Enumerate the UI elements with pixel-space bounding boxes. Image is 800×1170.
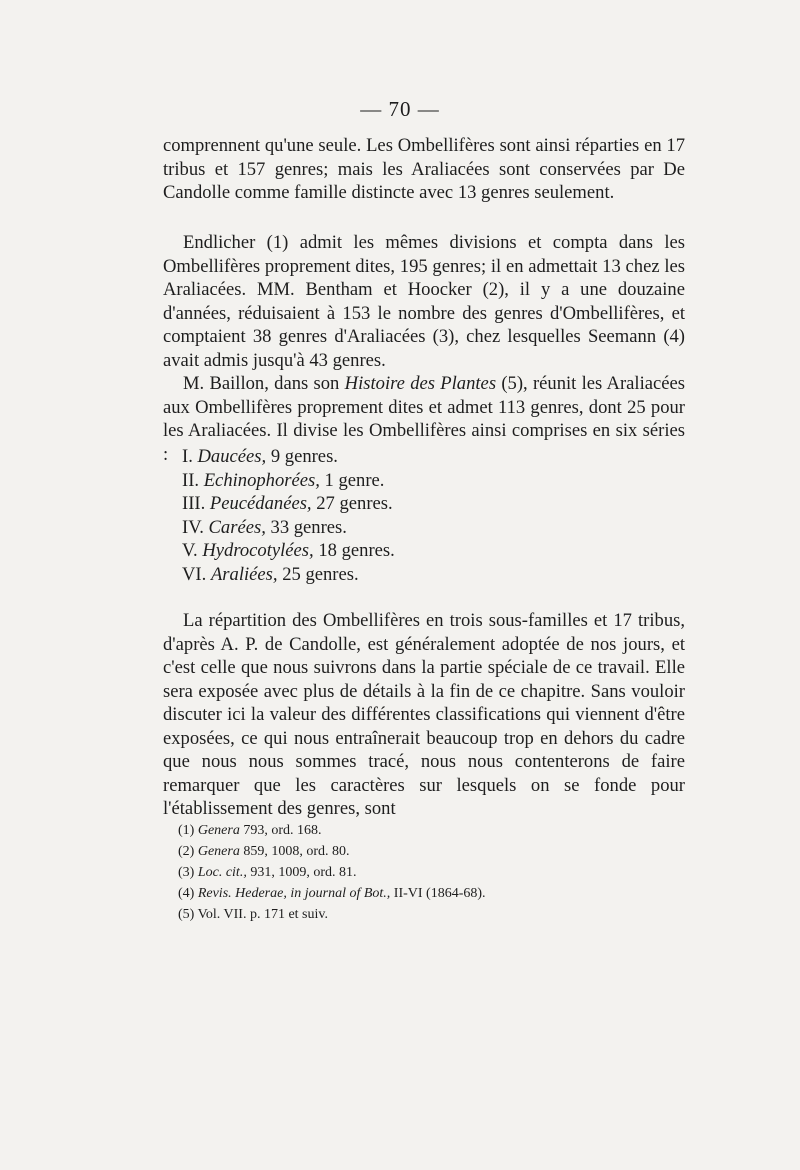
footnote xyxy=(178,820,486,841)
footnote-number: (2) xyxy=(178,844,195,859)
series-numeral: V. xyxy=(182,540,198,561)
paragraph-1-container xyxy=(163,134,685,205)
series-name: Araliées, xyxy=(210,563,278,585)
page-number: — 70 — xyxy=(360,97,440,121)
series-numeral: II. xyxy=(182,469,200,491)
series-name: Echinophorées, xyxy=(203,469,320,491)
series-numeral: IV. xyxy=(182,516,204,538)
series-count: 33 genres. xyxy=(270,516,347,538)
series-numeral: III. xyxy=(182,493,206,514)
series-item xyxy=(182,445,395,469)
footnote-number: (1) xyxy=(178,823,195,838)
footnote xyxy=(178,904,486,925)
footnote xyxy=(178,841,486,862)
footnote xyxy=(178,862,486,883)
series-numeral: VI. xyxy=(182,563,207,585)
series-item xyxy=(182,563,395,587)
paragraph-4: La répartition des Ombellifères en trois sous-familles et 17 tribus, d'après A. P. de Candolle, est généralement adoptée de nos jours, et c'est celle que nous suivrons dans la partie spéciale de ce travail. Elle sera exposée avec plus de détails à la fin de ce chapitre. Sans vouloir discuter ici la valeur des différentes classifications qui viennent d'être exposées, ce qui nous entraînerait beaucoup trop en dehors du cadre que nous nous sommes tracé, nous nous contenterons de faire remarquer que les caractères sur lesquels on se fonde pour l'établissement des genres, sont xyxy=(163,610,685,819)
footnote-title: Loc. cit., xyxy=(197,865,247,880)
footnote-number: (5) xyxy=(178,907,195,922)
series-name: Peucédanées, xyxy=(209,493,312,514)
footnote xyxy=(178,883,486,904)
series-count: 25 genres. xyxy=(282,563,359,585)
footnote-title: Genera xyxy=(197,823,240,838)
paragraph-2: Endlicher (1) admit les mêmes divisions et compta dans les Ombellifères proprement dites, 195 genres; il en admettait 13 chez les Araliacées. MM. Bentham et Hoocker (2), il y a une douzaine d'années, réduisaient à 153 le nombre des genres d'Ombellifères, et comptaient 38 genres d'Araliacées (3), chez lesquelles Seemann (4) avait admis jusqu'à 43 genres. xyxy=(163,232,685,371)
footnotes xyxy=(178,820,486,925)
paragraph-4-container xyxy=(163,609,685,821)
series-item xyxy=(182,516,395,540)
series-list xyxy=(182,445,395,586)
footnote-reference: 931, 1009, ord. 81. xyxy=(250,865,357,880)
footnote-reference: II-VI (1864-68). xyxy=(393,886,486,901)
paragraph-3-start: M. Baillon, dans son xyxy=(183,373,345,394)
series-numeral: I. xyxy=(182,446,193,467)
series-count: 1 genre. xyxy=(324,469,385,491)
series-count: 27 genres. xyxy=(316,493,393,514)
series-name: Daucées, xyxy=(197,446,267,467)
series-item xyxy=(182,492,395,516)
series-item xyxy=(182,539,395,563)
footnote-reference: 859, 1008, ord. 80. xyxy=(243,844,350,859)
paragraph-3-end: (5), réunit les Araliacées aux Ombellifères proprement dites et admet 113 genres, dont 25 pour les Araliacées. Il divise les Ombellifères ainsi comprises en six séries : xyxy=(163,373,685,465)
series-item xyxy=(182,469,395,493)
paragraph-3-book-title: Histoire des Plantes xyxy=(344,373,497,394)
footnote-reference: 793, ord. 168. xyxy=(243,823,322,838)
series-name: Hydrocotylées, xyxy=(202,540,314,561)
paragraph-2-container xyxy=(163,231,685,466)
footnote-title: Revis. Hederae, in journal of Bot., xyxy=(197,886,391,901)
footnote-number: (4) xyxy=(178,886,195,901)
footnote-reference: Vol. VII. p. 171 et suiv. xyxy=(197,907,328,922)
paragraph-1: comprennent qu'une seule. Les Ombellifères sont ainsi réparties en 17 tribus et 157 genres; mais les Araliacées sont conservées par De Candolle comme famille distincte avec 13 genres seulement. xyxy=(163,135,685,203)
footnote-title: Genera xyxy=(197,844,240,859)
series-count: 18 genres. xyxy=(318,540,395,561)
series-count: 9 genres. xyxy=(270,446,338,467)
footnote-number: (3) xyxy=(178,865,195,880)
series-name: Carées, xyxy=(208,516,266,538)
